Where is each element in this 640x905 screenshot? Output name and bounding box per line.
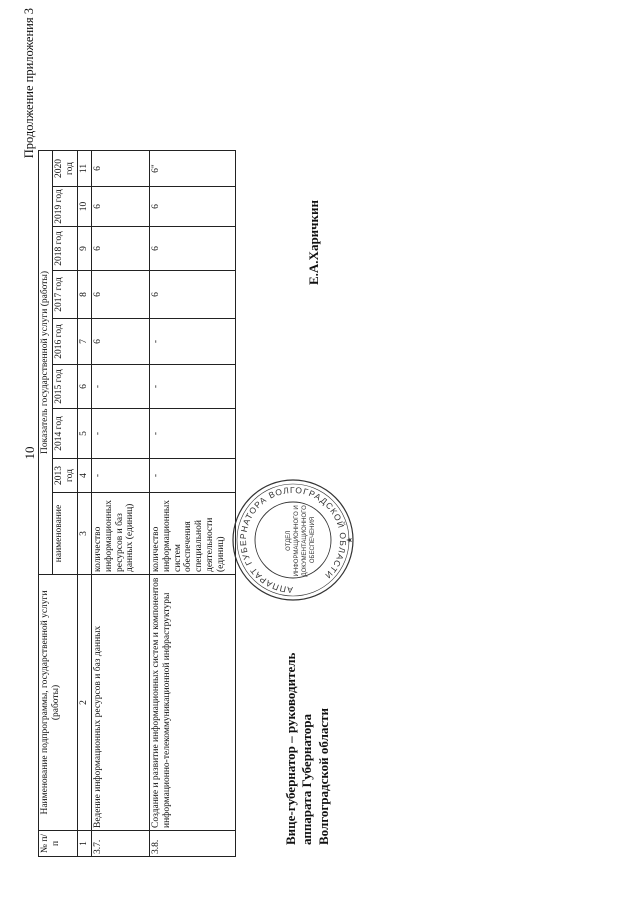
year-header: 2017 год bbox=[52, 271, 77, 319]
row-value: 6 bbox=[91, 227, 149, 271]
row-value: 6 bbox=[149, 187, 235, 227]
row-value: 6 bbox=[91, 271, 149, 319]
header-indicator-name: наименование bbox=[52, 493, 77, 575]
row-value: 6" bbox=[149, 151, 235, 187]
page-number: 10 bbox=[22, 446, 37, 460]
table-row bbox=[91, 151, 149, 857]
signature-line: Вице-губернатор – руководитель bbox=[283, 652, 298, 845]
row-value: - bbox=[91, 365, 149, 409]
column-number: 4 bbox=[77, 459, 91, 493]
year-header: 2018 год bbox=[52, 227, 77, 271]
column-number: 3 bbox=[77, 493, 91, 575]
row-value: 6 bbox=[149, 227, 235, 271]
column-number: 8 bbox=[77, 271, 91, 319]
header-number: № п/п bbox=[39, 831, 78, 857]
stamp-outer-text: АППАРАТ ГУБЕРНАТОРА ВОЛГОГРАДСКОЙ ОБЛАСТИ bbox=[237, 484, 349, 596]
column-number: 10 bbox=[77, 187, 91, 227]
row-value: 6 bbox=[91, 151, 149, 187]
year-header: 2020 год bbox=[52, 151, 77, 187]
row-indicator: количество информационных систем обеспечения специальной деятельности (единиц) bbox=[149, 493, 235, 575]
svg-text:ОТДЕЛ ИНФОРМАЦИОННОГО И: ОТДЕЛ ИНФОРМАЦИОННОГО И ДОКУМЕНТАЦИОННОГО ОБЕСПЕЧЕНИЯ bbox=[286, 505, 316, 577]
header-indicator: Показатель государственной услуги (работы) bbox=[39, 151, 53, 575]
row-value: 6 bbox=[91, 187, 149, 227]
svg-text:АППАРАТ ГУБЕРНАТОРА ВОЛГОГРАДС bbox=[238, 485, 348, 595]
row-name: Ведение информационных ресурсов и баз данных bbox=[91, 575, 149, 831]
column-number: 9 bbox=[77, 227, 91, 271]
row-value: - bbox=[149, 319, 235, 365]
row-value: 6 bbox=[91, 319, 149, 365]
column-number: 7 bbox=[77, 319, 91, 365]
year-header: 2014 год bbox=[52, 409, 77, 459]
column-number-row bbox=[77, 151, 91, 857]
row-value: 6 bbox=[149, 271, 235, 319]
year-header: 2013 год bbox=[52, 459, 77, 493]
column-number: 5 bbox=[77, 409, 91, 459]
column-number: 2 bbox=[77, 575, 91, 831]
star-icon: ★ bbox=[345, 536, 354, 544]
column-number: 6 bbox=[77, 365, 91, 409]
row-value: - bbox=[149, 365, 235, 409]
official-stamp bbox=[228, 475, 358, 605]
signature-name: Е.А.Харичкин bbox=[306, 200, 321, 285]
signature-line: Волгоградской области bbox=[315, 707, 331, 845]
year-header: 2019 год bbox=[52, 187, 77, 227]
column-number: 1 bbox=[77, 831, 91, 857]
column-number: 11 bbox=[77, 151, 91, 187]
row-value: - bbox=[149, 459, 235, 493]
year-header: 2015 год bbox=[52, 365, 77, 409]
signature-line: аппарата Губернатора bbox=[299, 713, 315, 845]
table-row bbox=[149, 151, 235, 857]
row-value: - bbox=[149, 409, 235, 459]
row-indicator: количество информационных ресурсов и баз данных (единиц) bbox=[91, 493, 149, 575]
continuation-label: Продолжение приложения 3 bbox=[22, 8, 36, 159]
row-name: Создание и развитие информационных систем и компонентов информационно-телекоммуникационной инфраструктуры bbox=[149, 575, 235, 831]
signature-title bbox=[283, 653, 332, 845]
year-header: 2016 год bbox=[52, 319, 77, 365]
indicators-table bbox=[38, 150, 236, 857]
row-number: 3.7. bbox=[91, 831, 149, 857]
row-value: - bbox=[91, 409, 149, 459]
row-number: 3.8. bbox=[149, 831, 235, 857]
header-name: Наименование подпрограммы, государственной услуги (работы) bbox=[39, 575, 78, 831]
row-value: - bbox=[91, 459, 149, 493]
